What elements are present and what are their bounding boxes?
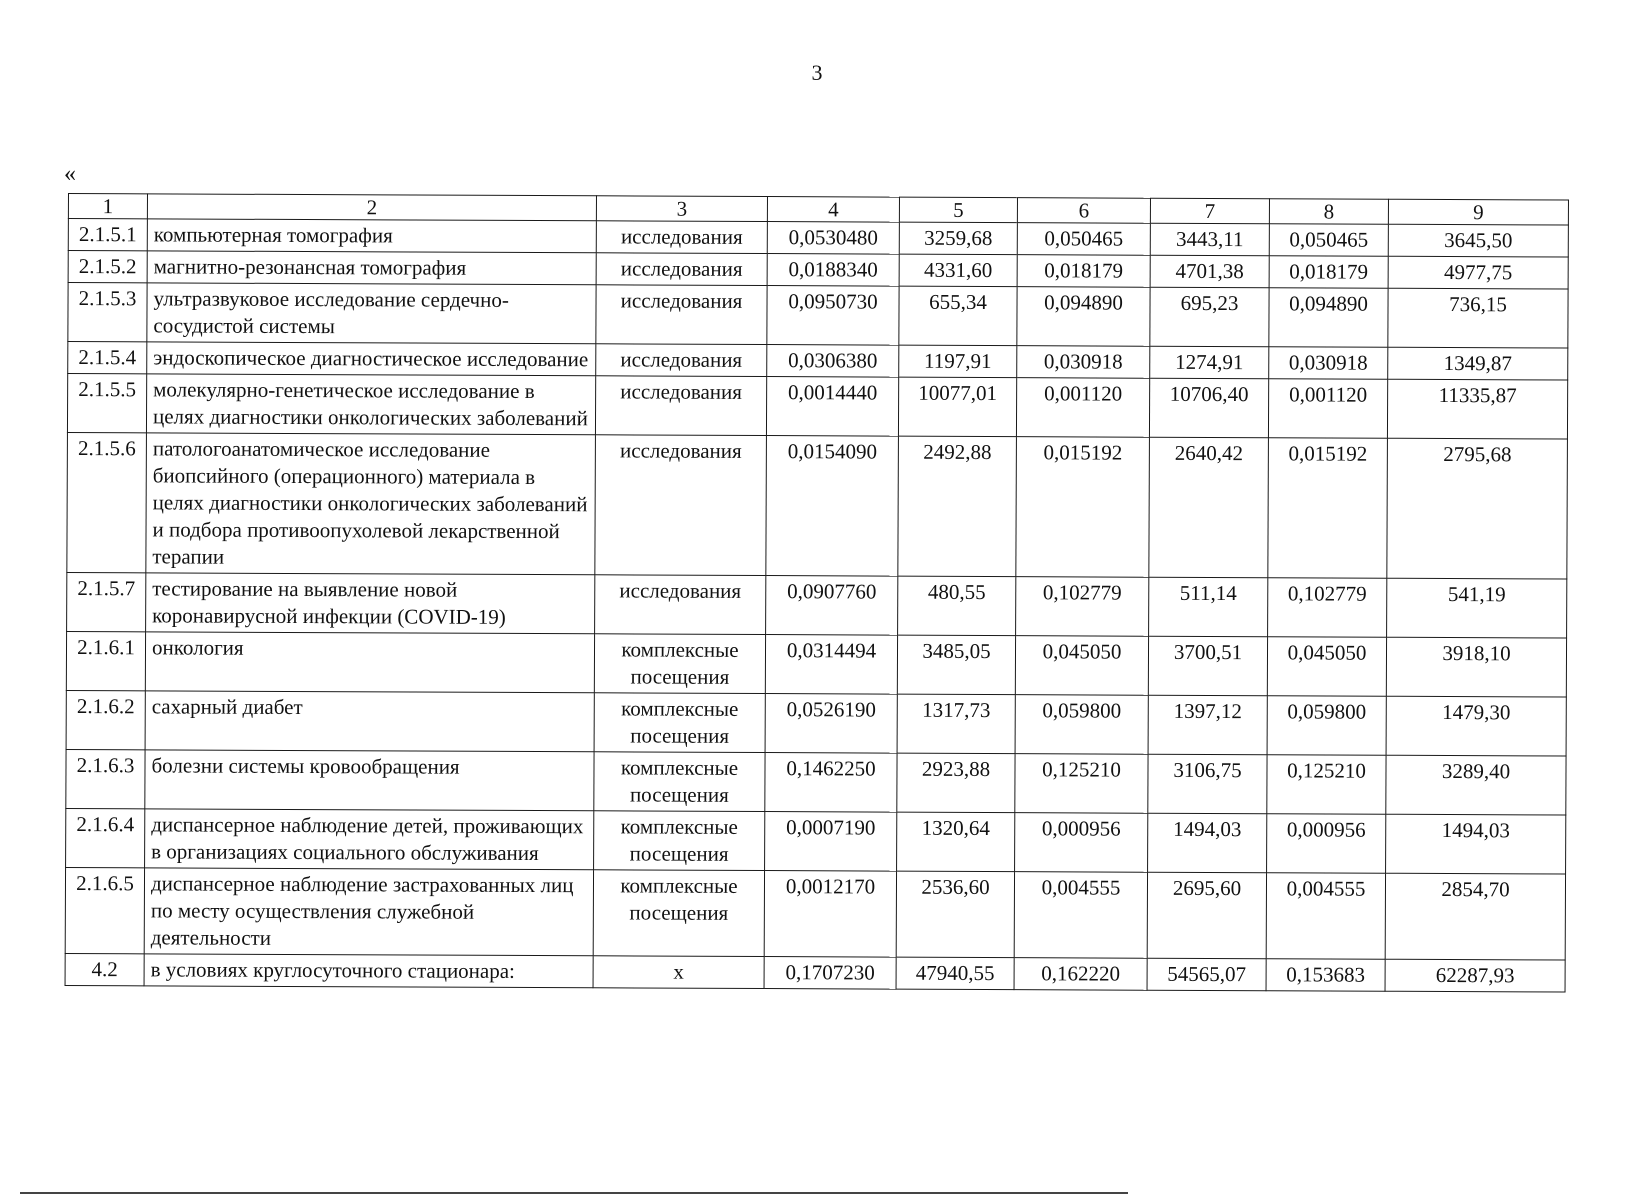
value-cell-col6: 0,004555 (1014, 872, 1147, 959)
service-name-cell: диспансерное наблюдение застрахованных лиц по месту осуществления служебной деятельности (144, 868, 593, 956)
row-number-cell: 2.1.5.5 (67, 374, 146, 433)
value-cell-col7: 4701,38 (1150, 255, 1269, 288)
service-name-cell: тестирование на выявление новой коронавирусной инфекции (COVID-19) (146, 573, 595, 634)
value-cell-col6: 0,030918 (1017, 346, 1150, 379)
service-name-cell: магнитно-резонансная томография (147, 251, 596, 285)
value-cell-col4: 0,0907760 (766, 576, 898, 636)
unit-cell: комплексные посещения (594, 634, 765, 694)
header-cell: 9 (1388, 199, 1568, 225)
value-cell-col8: 0,001120 (1268, 379, 1387, 439)
value-cell-col9: 3289,40 (1386, 755, 1566, 815)
row-number-cell: 2.1.5.3 (68, 283, 147, 342)
value-cell-col6: 0,018179 (1017, 255, 1150, 288)
unit-cell: х (593, 956, 764, 989)
value-cell-col9: 1349,87 (1388, 347, 1568, 380)
row-number-cell: 4.2 (65, 953, 144, 985)
value-cell-col4: 0,0306380 (767, 345, 899, 378)
row-number-cell: 2.1.6.2 (66, 690, 145, 749)
value-cell-col7: 1397,12 (1148, 695, 1267, 755)
table-row (65, 953, 1565, 992)
row-number-cell: 2.1.5.7 (67, 572, 146, 631)
value-cell-col8: 0,015192 (1268, 438, 1388, 579)
table-row (67, 432, 1568, 579)
table-row (66, 808, 1566, 874)
service-name-cell: патологоанатомическое исследование биопсийного (операционного) материала в целях диагностики онкологических заболеваний и подбора противоопухолевой лекарственной терапии (146, 433, 596, 575)
value-cell-col7: 1494,03 (1148, 813, 1267, 873)
value-cell-col5: 1197,91 (899, 345, 1017, 378)
value-cell-col6: 0,125210 (1015, 754, 1148, 814)
value-cell-col4: 0,0314494 (765, 635, 897, 695)
value-cell-col4: 0,0950730 (767, 286, 899, 346)
row-number-cell: 2.1.6.1 (66, 631, 145, 690)
header-cell: 1 (68, 194, 147, 219)
value-cell-col5: 3485,05 (897, 635, 1015, 695)
value-cell-col6: 0,000956 (1015, 813, 1148, 873)
value-cell-col5: 480,55 (898, 576, 1016, 636)
row-number-cell: 2.1.6.4 (66, 808, 145, 867)
row-number-cell: 2.1.5.2 (68, 251, 147, 283)
value-cell-col9: 3918,10 (1386, 637, 1566, 697)
value-cell-col9: 1494,03 (1386, 814, 1566, 874)
value-cell-col5: 1317,73 (897, 694, 1015, 754)
unit-cell: исследования (596, 285, 767, 345)
value-cell-col8: 0,050465 (1269, 224, 1388, 257)
value-cell-col5: 2492,88 (898, 436, 1017, 577)
header-cell: 7 (1150, 198, 1269, 224)
opening-quote-mark: « (64, 161, 76, 187)
table-row (67, 374, 1567, 440)
header-cell: 6 (1017, 198, 1150, 224)
value-cell-col6: 0,050465 (1017, 223, 1150, 256)
row-number-cell: 2.1.6.5 (65, 867, 144, 953)
service-name-cell: ультразвуковое исследование сердечно-сосудистой системы (147, 283, 596, 344)
value-cell-col8: 0,094890 (1269, 288, 1388, 348)
value-cell-col9: 4977,75 (1388, 256, 1568, 289)
row-number-cell: 2.1.5.4 (68, 342, 147, 374)
table-row (65, 867, 1565, 960)
table-row (68, 283, 1568, 349)
value-cell-col8: 0,059800 (1267, 696, 1386, 756)
value-cell-col4: 0,0014440 (766, 377, 898, 437)
service-name-cell: болезни системы кровообращения (145, 750, 594, 811)
value-cell-col7: 10706,40 (1149, 378, 1268, 438)
value-cell-col7: 3700,51 (1148, 636, 1267, 696)
value-cell-col6: 0,059800 (1015, 695, 1148, 755)
value-cell-col6: 0,162220 (1014, 958, 1147, 991)
table-row (66, 749, 1566, 815)
unit-cell: исследования (595, 575, 766, 635)
value-cell-col9: 541,19 (1387, 578, 1567, 638)
value-cell-col4: 0,0007190 (765, 812, 897, 872)
value-cell-col4: 0,1462250 (765, 753, 897, 813)
value-cell-col7: 511,14 (1149, 577, 1268, 637)
value-cell-col8: 0,030918 (1269, 347, 1388, 380)
value-cell-col6: 0,094890 (1017, 287, 1150, 347)
value-cell-col5: 2536,60 (896, 871, 1014, 958)
service-name-cell: компьютерная томография (147, 219, 596, 253)
value-cell-col9: 2854,70 (1385, 873, 1565, 960)
unit-cell: комплексные посещения (593, 870, 764, 957)
value-cell-col9: 11335,87 (1387, 379, 1567, 439)
tariff-table (65, 193, 1569, 993)
row-number-cell: 2.1.6.3 (66, 749, 145, 808)
value-cell-col8: 0,102779 (1268, 578, 1387, 638)
table-row (66, 690, 1566, 756)
service-name-cell: диспансерное наблюдение детей, проживающих в организациях социального обслуживания (145, 809, 594, 870)
service-name-cell: в условиях круглосуточного стационара: (144, 954, 593, 988)
tariff-table-container (65, 193, 1568, 993)
unit-cell: исследования (595, 435, 767, 576)
value-cell-col9: 736,15 (1388, 288, 1568, 348)
row-number-cell: 2.1.5.6 (67, 432, 147, 572)
value-cell-col5: 4331,60 (899, 254, 1017, 287)
unit-cell: исследования (596, 253, 767, 286)
header-cell: 3 (596, 196, 767, 222)
table-row (67, 572, 1567, 638)
value-cell-col5: 47940,55 (896, 957, 1014, 990)
header-cell: 4 (767, 197, 899, 223)
value-cell-col7: 54565,07 (1147, 958, 1266, 991)
value-cell-col8: 0,000956 (1267, 814, 1386, 874)
header-cell: 2 (147, 194, 596, 221)
unit-cell: исследования (595, 376, 766, 436)
value-cell-col5: 2923,88 (897, 753, 1015, 813)
value-cell-col8: 0,125210 (1267, 755, 1386, 815)
bottom-rule-line (20, 1192, 1128, 1194)
service-name-cell: сахарный диабет (145, 691, 594, 752)
page-number: 3 (811, 60, 823, 85)
unit-cell: комплексные посещения (594, 811, 765, 871)
value-cell-col5: 10077,01 (898, 377, 1016, 437)
value-cell-col6: 0,001120 (1016, 378, 1149, 438)
value-cell-col4: 0,0154090 (766, 436, 899, 577)
value-cell-col8: 0,018179 (1269, 256, 1388, 289)
value-cell-col4: 0,0526190 (765, 694, 897, 754)
value-cell-col8: 0,004555 (1266, 873, 1385, 960)
value-cell-col5: 655,34 (899, 286, 1017, 346)
value-cell-col9: 62287,93 (1385, 959, 1565, 992)
header-cell: 5 (899, 197, 1017, 223)
value-cell-col8: 0,153683 (1266, 959, 1385, 992)
service-name-cell: эндоскопическое диагностическое исследование (147, 342, 596, 376)
value-cell-col4: 0,0188340 (767, 254, 899, 287)
service-name-cell: онкология (145, 632, 594, 693)
unit-cell: исследования (596, 344, 767, 377)
unit-cell: исследования (596, 221, 767, 254)
value-cell-col6: 0,015192 (1016, 437, 1150, 578)
value-cell-col9: 2795,68 (1387, 438, 1568, 579)
unit-cell: комплексные посещения (594, 693, 765, 753)
row-number-cell: 2.1.5.1 (68, 219, 147, 251)
table-row (66, 631, 1566, 697)
value-cell-col8: 0,045050 (1267, 637, 1386, 697)
value-cell-col6: 0,102779 (1016, 577, 1149, 637)
value-cell-col7: 1274,91 (1150, 346, 1269, 379)
value-cell-col4: 0,1707230 (764, 957, 896, 990)
value-cell-col6: 0,045050 (1015, 636, 1148, 696)
unit-cell: комплексные посещения (594, 752, 765, 812)
value-cell-col5: 1320,64 (897, 812, 1015, 872)
value-cell-col9: 1479,30 (1386, 696, 1566, 756)
value-cell-col4: 0,0530480 (767, 222, 899, 255)
value-cell-col7: 3106,75 (1148, 754, 1267, 814)
value-cell-col4: 0,0012170 (764, 871, 896, 958)
value-cell-col5: 3259,68 (899, 222, 1017, 255)
value-cell-col9: 3645,50 (1388, 224, 1568, 257)
value-cell-col7: 695,23 (1150, 287, 1269, 347)
header-cell: 8 (1269, 199, 1388, 225)
service-name-cell: молекулярно-генетическое исследование в целях диагностики онкологических заболеваний (146, 374, 595, 435)
value-cell-col7: 2695,60 (1147, 872, 1266, 959)
value-cell-col7: 3443,11 (1150, 223, 1269, 256)
value-cell-col7: 2640,42 (1149, 437, 1269, 578)
